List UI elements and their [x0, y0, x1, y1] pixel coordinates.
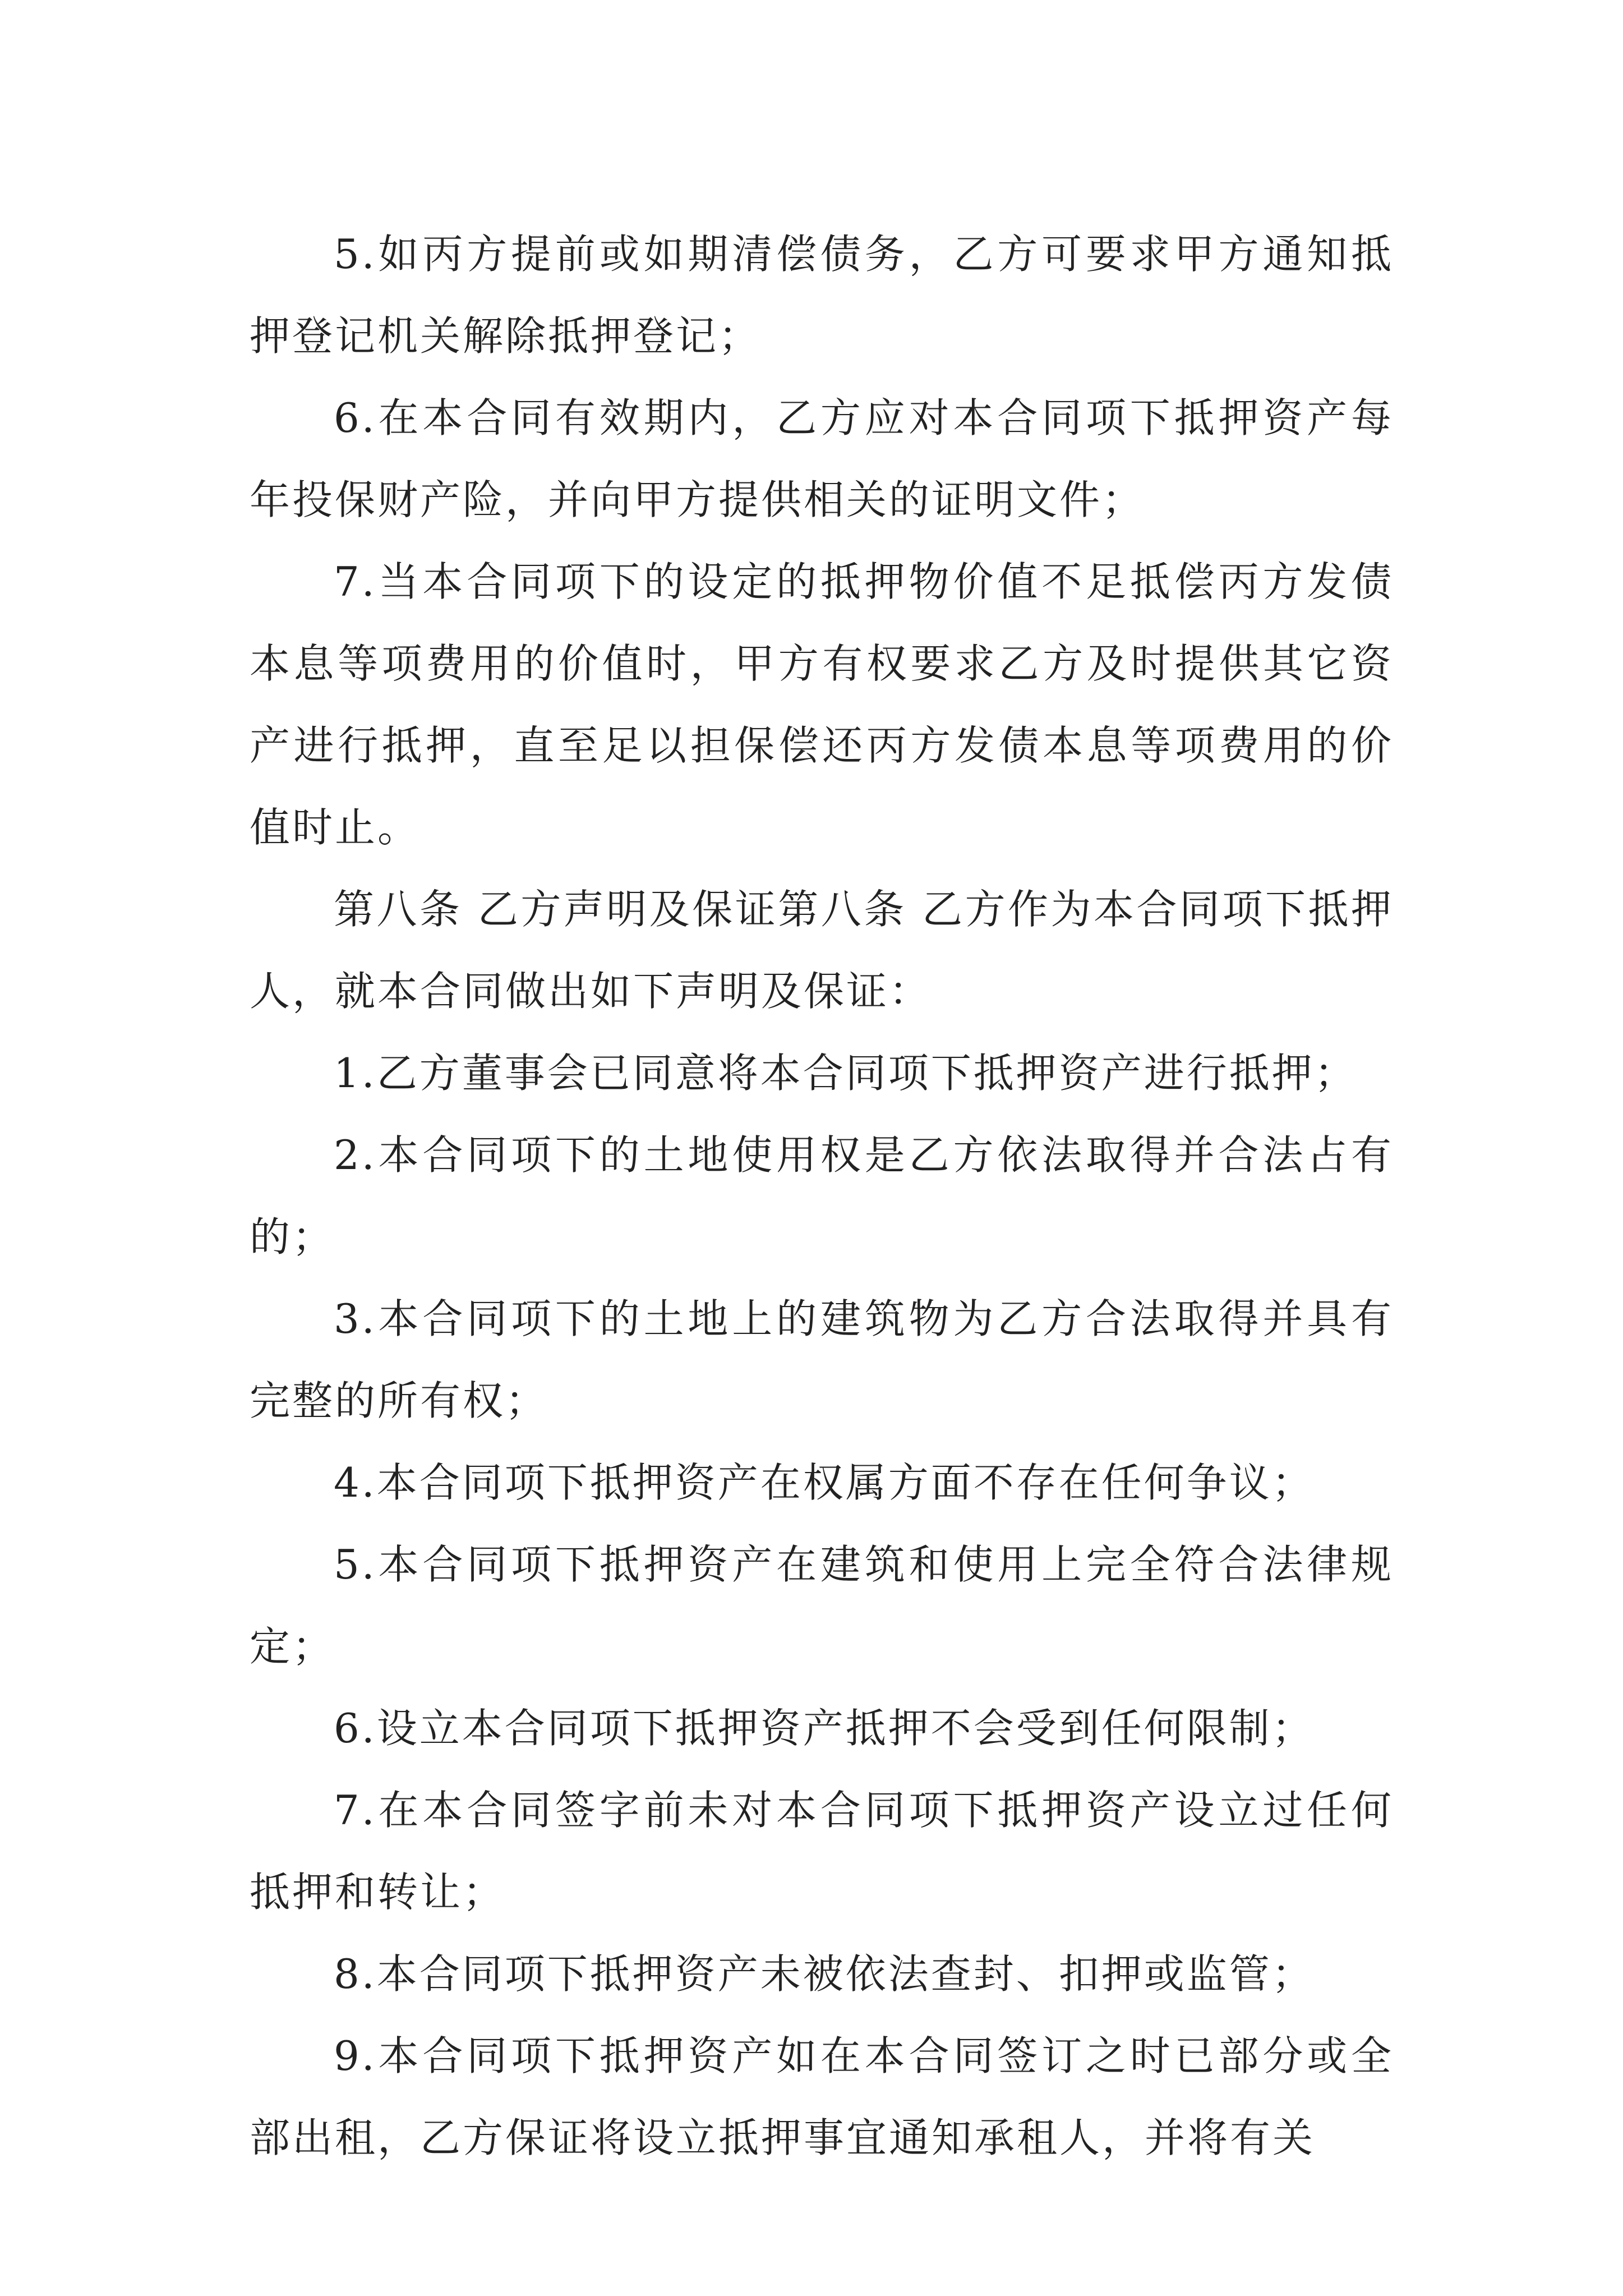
clause-paragraph: 6.在本合同有效期内，乙方应对本合同项下抵押资产每年投保财产险，并向甲方提供相关的证明文件； [250, 394, 1394, 523]
clause-paragraph: 9.本合同项下抵押资产如在本合同签订之时已部分或全部出租，乙方保证将设立抵押事宜通知承租人，并将有关 [250, 2032, 1394, 2161]
clause-paragraph: 7.在本合同签字前未对本合同项下抵押资产设立过任何抵押和转让； [250, 1787, 1394, 1916]
clause-paragraph: 5.本合同项下抵押资产在建筑和使用上完全符合法律规定； [250, 1541, 1394, 1670]
article-heading-paragraph: 第八条 乙方声明及保证第八条 乙方作为本合同项下抵押人，就本合同做出如下声明及保证： [250, 886, 1394, 1015]
clause-paragraph: 7.当本合同项下的设定的抵押物价值不足抵偿丙方发债本息等项费用的价值时，甲方有权要求乙方及时提供其它资产进行抵押，直至足以担保偿还丙方发债本息等项费用的价值时止。 [250, 558, 1394, 851]
clause-paragraph: 4.本合同项下抵押资产在权属方面不存在任何争议； [334, 1459, 1315, 1506]
clause-paragraph: 3.本合同项下的土地上的建筑物为乙方合法取得并具有完整的所有权； [250, 1295, 1394, 1424]
clause-paragraph: 6.设立本合同项下抵押资产抵押不会受到任何限制； [334, 1705, 1315, 1752]
clause-paragraph: 1.乙方董事会已同意将本合同项下抵押资产进行抵押； [334, 1050, 1357, 1097]
clause-paragraph: 8.本合同项下抵押资产未被依法查封、扣押或监管； [334, 1950, 1315, 1998]
contract-body [250, 213, 1394, 2179]
clause-paragraph: 5.如丙方提前或如期清偿债务，乙方可要求甲方通知抵押登记机关解除抵押登记； [250, 231, 1394, 360]
clause-paragraph: 2.本合同项下的土地使用权是乙方依法取得并合法占有的； [250, 1131, 1394, 1260]
